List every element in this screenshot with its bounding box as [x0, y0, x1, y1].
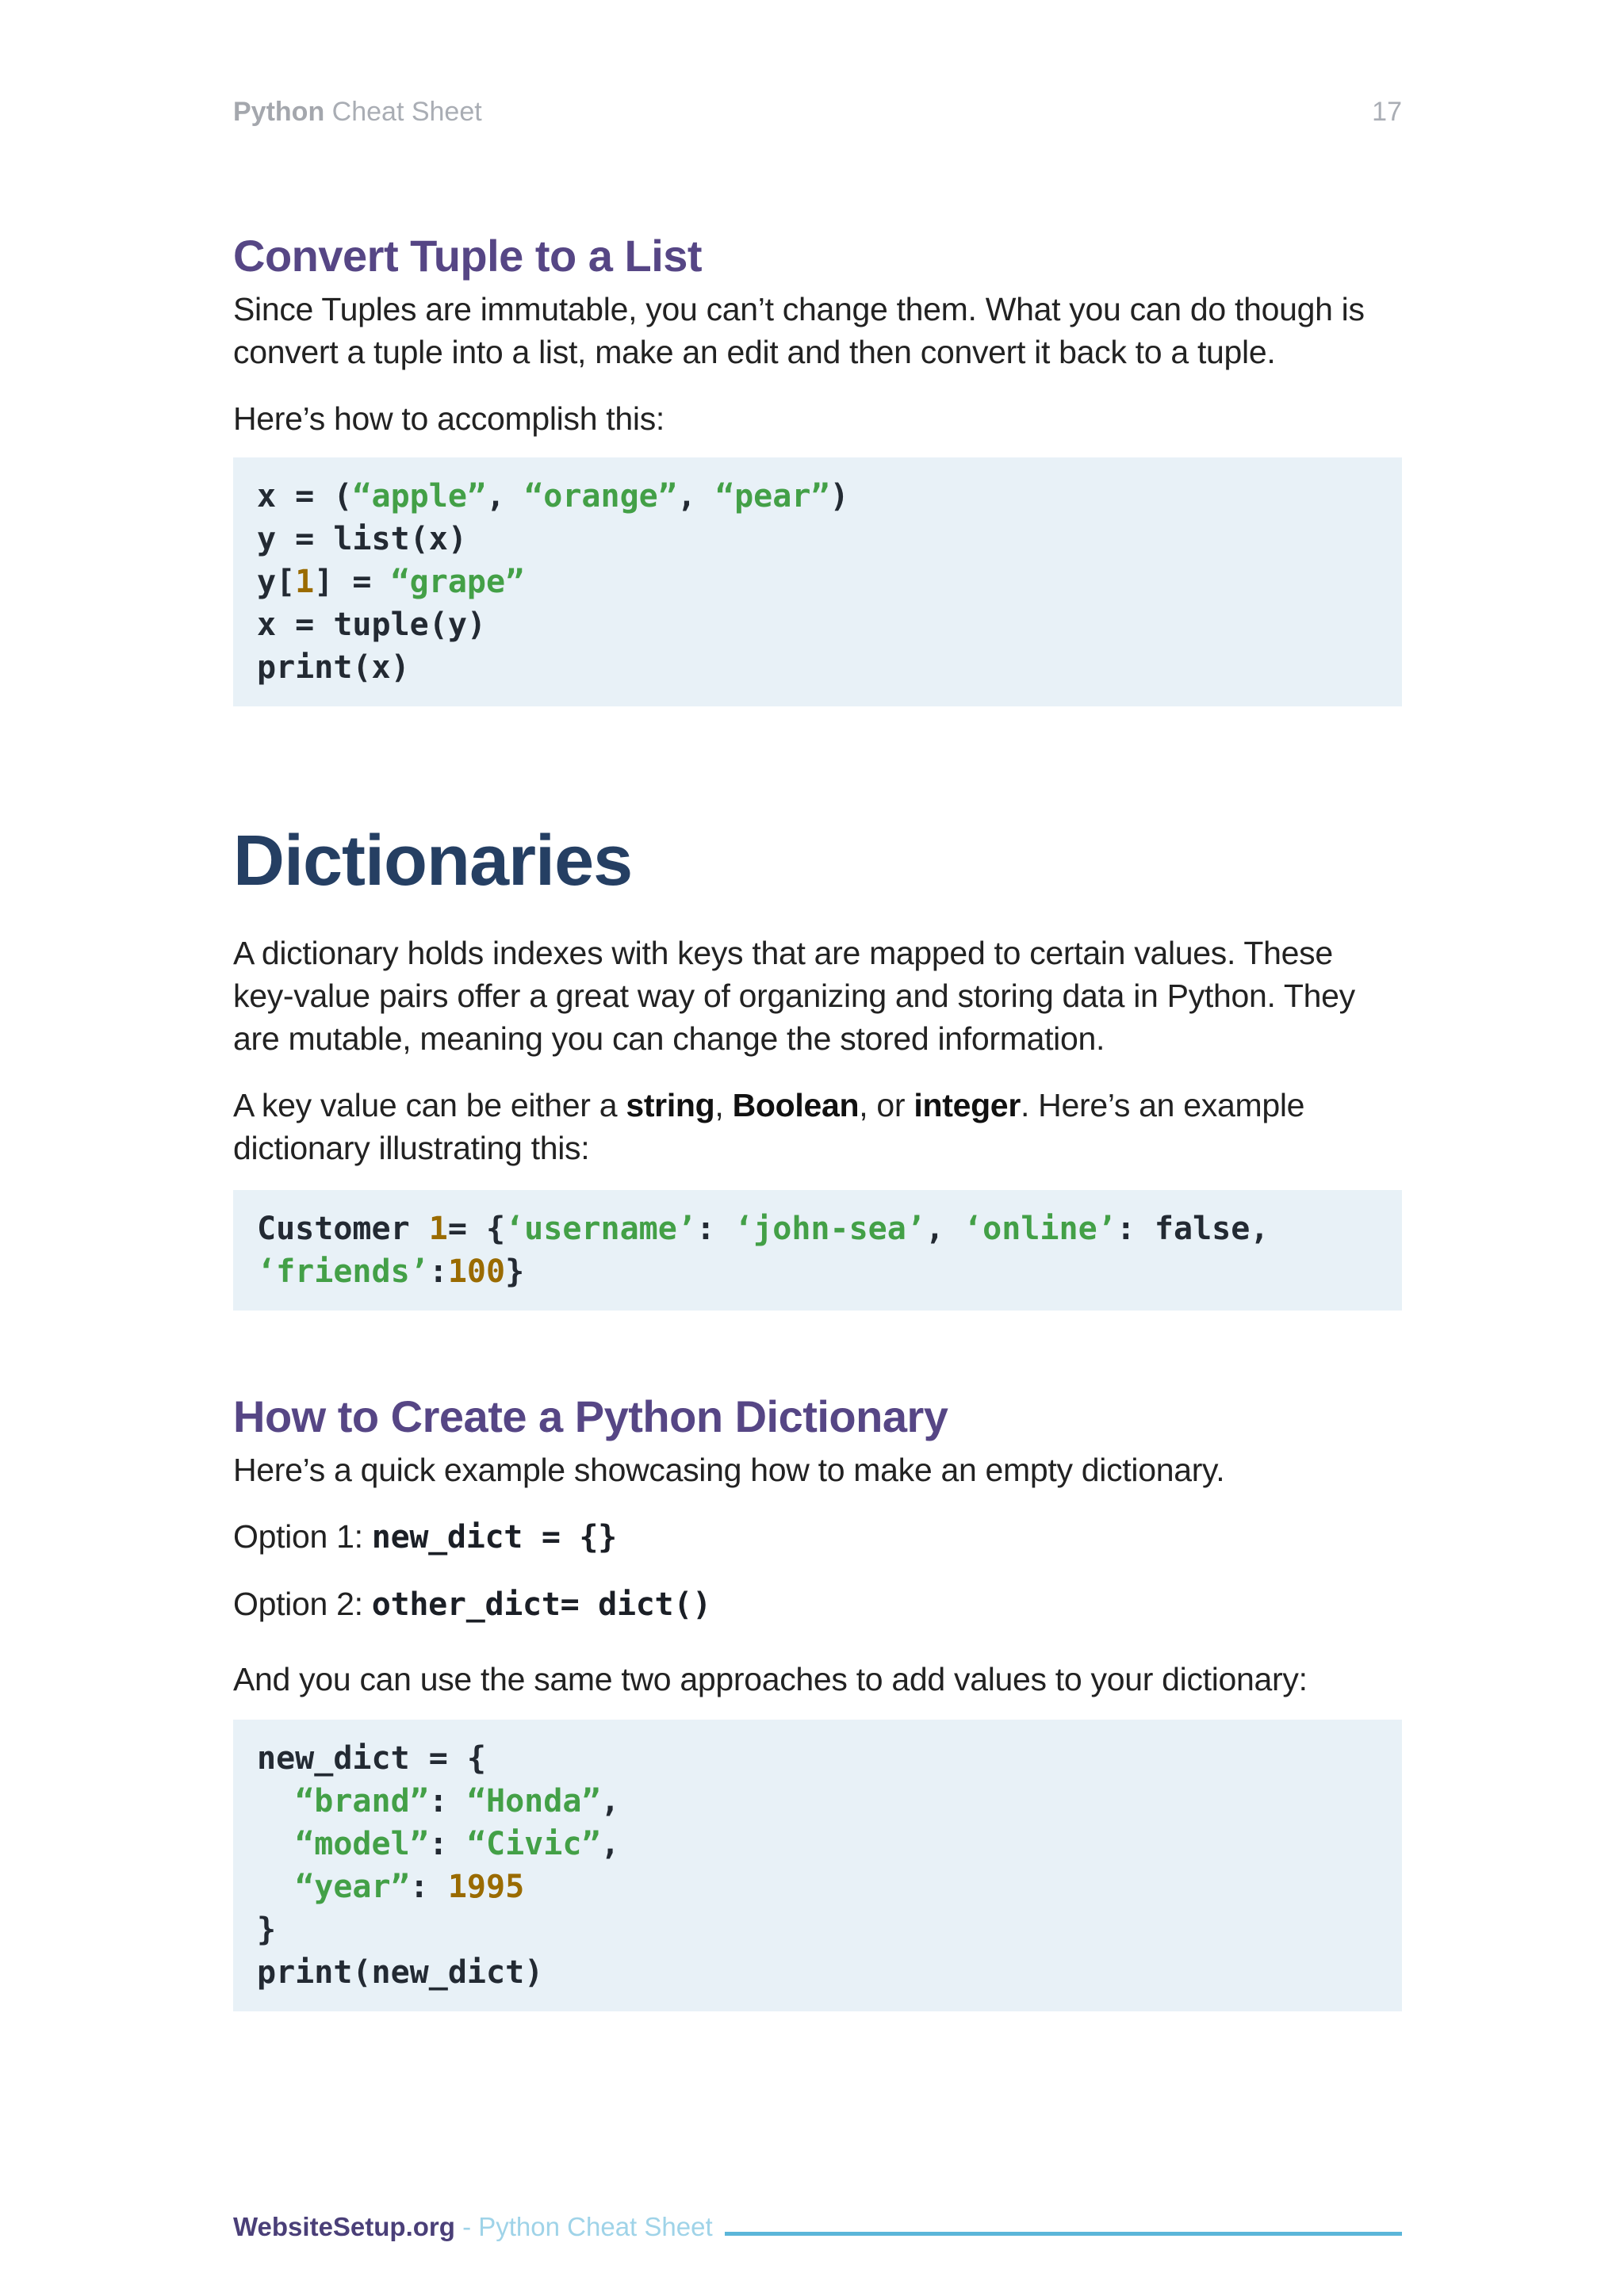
- paragraph-empty-dictionary: Here’s a quick example showcasing how to make an empty dictionary.: [233, 1452, 1225, 1488]
- section-heading-convert-tuple: Convert Tuple to a List: [233, 231, 703, 281]
- code-line: print(x): [257, 649, 410, 686]
- code-line: }: [257, 1911, 277, 1948]
- footer-divider: [725, 2232, 1402, 2236]
- code-line: print(new_dict): [257, 1954, 544, 1991]
- footer-site-link[interactable]: WebsiteSetup.org: [233, 2212, 455, 2241]
- code-line: new_dict = {: [257, 1740, 486, 1777]
- option-2: Option 2: other_dict= dict(): [233, 1586, 711, 1623]
- page-number: 17: [1372, 97, 1402, 127]
- code-line: y[1] = “grape”: [257, 564, 525, 600]
- code-line: y = list(x): [257, 521, 467, 557]
- option-1: Option 1: new_dict = {}: [233, 1518, 617, 1556]
- code-line: x = (“apple”, “orange”, “pear”): [257, 478, 849, 515]
- code-line: “brand”: “Honda”,: [295, 1783, 620, 1820]
- paragraph-add-values: And you can use the same two approaches to add values to your dictionary:: [233, 1661, 1308, 1697]
- paragraph-tuple-intro: Since Tuples are immutable, you can’t change them. What you can do though is convert a tuple into a list, make an edit and then convert it back to a tuple.: [233, 291, 1365, 370]
- page-content: [233, 226, 1402, 2011]
- paragraph-dictionary-intro: A dictionary holds indexes with keys that are mapped to certain values. These key-value pairs offer a great way of organizing and storing data in Python. They are mutable, meaning you can change the stored information.: [233, 935, 1355, 1057]
- footer-doc-title: Python Cheat Sheet: [478, 2212, 713, 2241]
- page-header: [233, 97, 1402, 128]
- code-block-customer: Customer 1= {‘username’: ‘john-sea’, ‘online’: false, ‘friends’:100}: [233, 1190, 1402, 1311]
- page-footer: WebsiteSetup.org - Python Cheat Sheet: [233, 2212, 713, 2241]
- header-title: Cheat Sheet: [331, 97, 482, 127]
- code-line: “model”: “Civic”,: [295, 1826, 620, 1862]
- code-line: “year”: 1995: [295, 1869, 525, 1905]
- code-block-tuple: [233, 457, 1402, 706]
- section-heading-create-dictionary: How to Create a Python Dictionary: [233, 1391, 948, 1441]
- code-block-new-dict: [233, 1720, 1402, 2011]
- code-line: x = tuple(y): [257, 607, 486, 643]
- paragraph-how-to: Here’s how to accomplish this:: [233, 400, 665, 437]
- paragraph-key-types: A key value can be either a string, Boolean, or integer. Here’s an example dictionary illustrating this:: [233, 1087, 1305, 1166]
- header-brand: Python: [233, 97, 325, 127]
- section-heading-dictionaries: Dictionaries: [233, 821, 633, 901]
